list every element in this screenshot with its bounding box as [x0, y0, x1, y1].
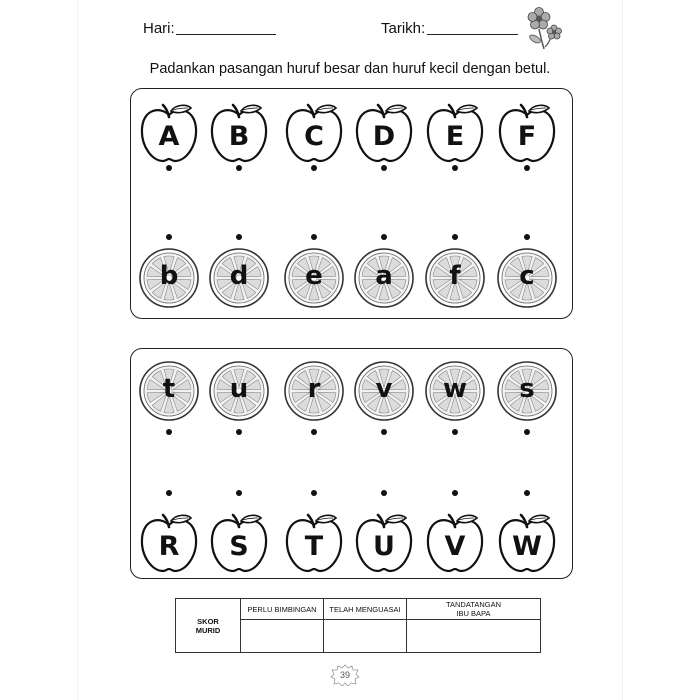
orange-icon [208, 247, 270, 309]
apple-icon [208, 512, 270, 574]
orange-icon [424, 247, 486, 309]
tarikh-label: Tarikh: [381, 20, 426, 37]
box2-lower-letter: t [162, 374, 176, 404]
box1-lower-letter: e [305, 261, 323, 291]
orange-icon [353, 247, 415, 309]
box2-upper-match-dot[interactable] [236, 490, 242, 496]
box1-upper-letter: B [228, 121, 250, 152]
box1-upper-letter: D [372, 121, 396, 152]
box1-lower-letter: f [449, 261, 461, 291]
box1-lower-match-dot[interactable] [166, 234, 172, 240]
box1-upper-match-dot[interactable] [524, 165, 530, 171]
box1-upper-match-dot[interactable] [381, 165, 387, 171]
perlu-bimbingan-cell[interactable] [241, 620, 324, 653]
tandatangan-header: TANDATANGAN IBU BAPA [407, 599, 541, 620]
box2-lower-match-dot[interactable] [236, 429, 242, 435]
box1-lower-match-dot[interactable] [311, 234, 317, 240]
box2-lower-letter: v [375, 374, 393, 404]
box2-upper-match-dot[interactable] [166, 490, 172, 496]
orange-icon [208, 360, 270, 422]
perlu-bimbingan-header: PERLU BIMBINGAN [241, 599, 324, 620]
apple-icon [283, 512, 345, 574]
hari-blank-line[interactable] [176, 34, 276, 35]
box1-lower-letter: b [159, 261, 179, 291]
flower-icon [521, 5, 567, 56]
orange-icon [138, 247, 200, 309]
box1-upper-match-dot[interactable] [311, 165, 317, 171]
box2-lower-match-dot[interactable] [311, 429, 317, 435]
telah-menguasai-header: TELAH MENGUASAI [324, 599, 407, 620]
box1-upper-match-dot[interactable] [452, 165, 458, 171]
apple-icon [138, 512, 200, 574]
box2-lower-letter: r [307, 374, 321, 404]
box1-upper-letter: A [158, 121, 180, 152]
box2-upper-letter: R [158, 531, 180, 562]
telah-menguasai-cell[interactable] [324, 620, 407, 653]
box2-lower-match-dot[interactable] [166, 429, 172, 435]
skor-murid-label: SKOR MURID [176, 599, 241, 653]
box2-upper-match-dot[interactable] [381, 490, 387, 496]
apple-icon [353, 102, 415, 164]
box1-lower-match-dot[interactable] [452, 234, 458, 240]
box2-upper-match-dot[interactable] [452, 490, 458, 496]
orange-icon [353, 360, 415, 422]
apple-icon [138, 102, 200, 164]
tandatangan-cell[interactable] [407, 620, 541, 653]
box1-upper-match-dot[interactable] [166, 165, 172, 171]
box1-lower-match-dot[interactable] [381, 234, 387, 240]
box2-upper-match-dot[interactable] [311, 490, 317, 496]
orange-icon [138, 360, 200, 422]
orange-icon [283, 247, 345, 309]
page-number-badge [330, 664, 360, 686]
apple-icon [208, 102, 270, 164]
instruction-text: Padankan pasangan huruf besar dan huruf kecil dengan betul. [149, 61, 551, 77]
apple-icon [496, 102, 558, 164]
box2-lower-letter: w [442, 374, 468, 404]
box2-lower-match-dot[interactable] [452, 429, 458, 435]
box2-lower-letter: s [519, 374, 535, 404]
box2-upper-letter: V [444, 531, 466, 562]
apple-icon [283, 102, 345, 164]
box1-lower-letter: c [519, 261, 535, 291]
box2-upper-letter: S [229, 531, 249, 562]
tarikh-blank-line[interactable] [427, 34, 518, 35]
apple-icon [496, 512, 558, 574]
box1-lower-letter: d [229, 261, 249, 291]
box2-lower-match-dot[interactable] [381, 429, 387, 435]
box2-upper-letter: T [304, 531, 324, 562]
box1-upper-letter: F [517, 121, 537, 152]
orange-icon [496, 247, 558, 309]
box1-lower-match-dot[interactable] [524, 234, 530, 240]
orange-icon [424, 360, 486, 422]
apple-icon [424, 102, 486, 164]
apple-icon [424, 512, 486, 574]
box2-lower-letter: u [229, 374, 249, 404]
box2-upper-letter: W [512, 531, 542, 562]
box1-upper-letter: C [304, 121, 324, 152]
orange-icon [283, 360, 345, 422]
box1-upper-letter: E [445, 121, 465, 152]
page-number: 39 [339, 670, 350, 680]
box1-lower-letter: a [375, 261, 393, 291]
box1-upper-match-dot[interactable] [236, 165, 242, 171]
apple-icon [353, 512, 415, 574]
box2-upper-match-dot[interactable] [524, 490, 530, 496]
box2-upper-letter: U [373, 531, 395, 562]
orange-icon [496, 360, 558, 422]
score-table [175, 598, 541, 653]
box1-lower-match-dot[interactable] [236, 234, 242, 240]
hari-label: Hari: [143, 20, 175, 37]
box2-lower-match-dot[interactable] [524, 429, 530, 435]
